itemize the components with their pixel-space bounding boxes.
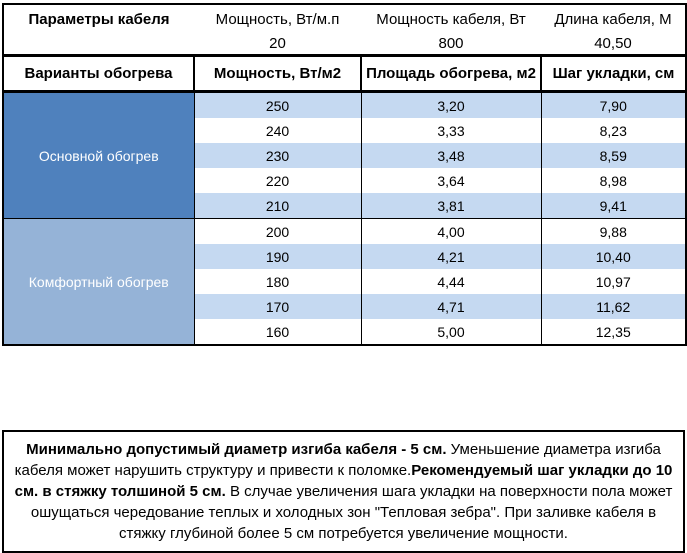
power-cell: 240: [194, 118, 361, 143]
area-cell: 4,21: [361, 244, 541, 269]
note-box: [2, 430, 685, 553]
area-cell: 3,20: [361, 92, 541, 119]
power-cell: 170: [194, 294, 361, 319]
spacing-cell: 8,59: [541, 143, 686, 168]
note-bold-recommended-spacing: Рекомендуемый шаг укладки до 10 см. в стяжку толшиной 5 см.: [14, 462, 673, 500]
area-cell: 4,71: [361, 294, 541, 319]
area-cell: 3,33: [361, 118, 541, 143]
cable-power-label: Мощность кабеля, Вт: [376, 10, 526, 28]
empty-cell: [3, 33, 194, 56]
note-text-1: Уменьшение диаметра изгиба кабеля может нарушить структуру и привести к поломке.: [14, 441, 661, 479]
area-cell: 3,81: [361, 193, 541, 219]
power-density-header: Мощность, Вт/м2: [194, 56, 361, 92]
main-header-row: [3, 56, 686, 92]
table-row: [3, 92, 686, 119]
spacing-cell: 10,40: [541, 244, 686, 269]
area-cell: 4,00: [361, 219, 541, 245]
spacing-cell: 7,90: [541, 92, 686, 119]
section-label-primary: Основной обогрев: [3, 92, 194, 219]
note-bold-bend-diameter: Минимально допустимый диаметр изгиба кабеля - 5 см.: [26, 441, 447, 458]
params-title: Параметры кабеля: [28, 10, 170, 28]
table-row: [3, 219, 686, 245]
variants-header: Варианты обогрева: [3, 56, 194, 92]
power-cell: 220: [194, 168, 361, 193]
power-per-meter-value: 20: [269, 35, 286, 52]
note-text-2: В случае увеличения шага укладки на поверхности пола может ошущаться чередование теплых и холодных зон "Тепловая зебра". При заливке кабеля в стяжку глубиной более 5 см потребуется увеличение мощности.: [30, 483, 673, 542]
heating-cable-table: [2, 3, 687, 346]
params-values-row: [3, 33, 686, 56]
power-cell: 190: [194, 244, 361, 269]
spacing-cell: 9,88: [541, 219, 686, 245]
power-cell: 160: [194, 319, 361, 345]
power-cell: 210: [194, 193, 361, 219]
spacing-cell: 10,97: [541, 269, 686, 294]
spacing-cell: 9,41: [541, 193, 686, 219]
power-per-meter-label: Мощность, Вт/м.п: [215, 10, 340, 28]
spacing-header: Шаг укладки, см: [541, 56, 686, 92]
power-cell: 250: [194, 92, 361, 119]
spacing-cell: 12,35: [541, 319, 686, 345]
cable-length-value: 40,50: [594, 35, 632, 52]
area-cell: 3,64: [361, 168, 541, 193]
params-header-row: [3, 4, 686, 33]
cable-length-label: Длина кабеля, М: [554, 10, 672, 28]
spacing-cell: 8,98: [541, 168, 686, 193]
section-label-comfort: Комфортный обогрев: [3, 219, 194, 346]
area-cell: 3,48: [361, 143, 541, 168]
power-cell: 200: [194, 219, 361, 245]
power-cell: 230: [194, 143, 361, 168]
area-cell: 4,44: [361, 269, 541, 294]
spacing-cell: 8,23: [541, 118, 686, 143]
cable-power-value: 800: [438, 35, 464, 52]
area-header: Площадь обогрева, м2: [361, 56, 541, 92]
spacing-cell: 11,62: [541, 294, 686, 319]
power-cell: 180: [194, 269, 361, 294]
area-cell: 5,00: [361, 319, 541, 345]
